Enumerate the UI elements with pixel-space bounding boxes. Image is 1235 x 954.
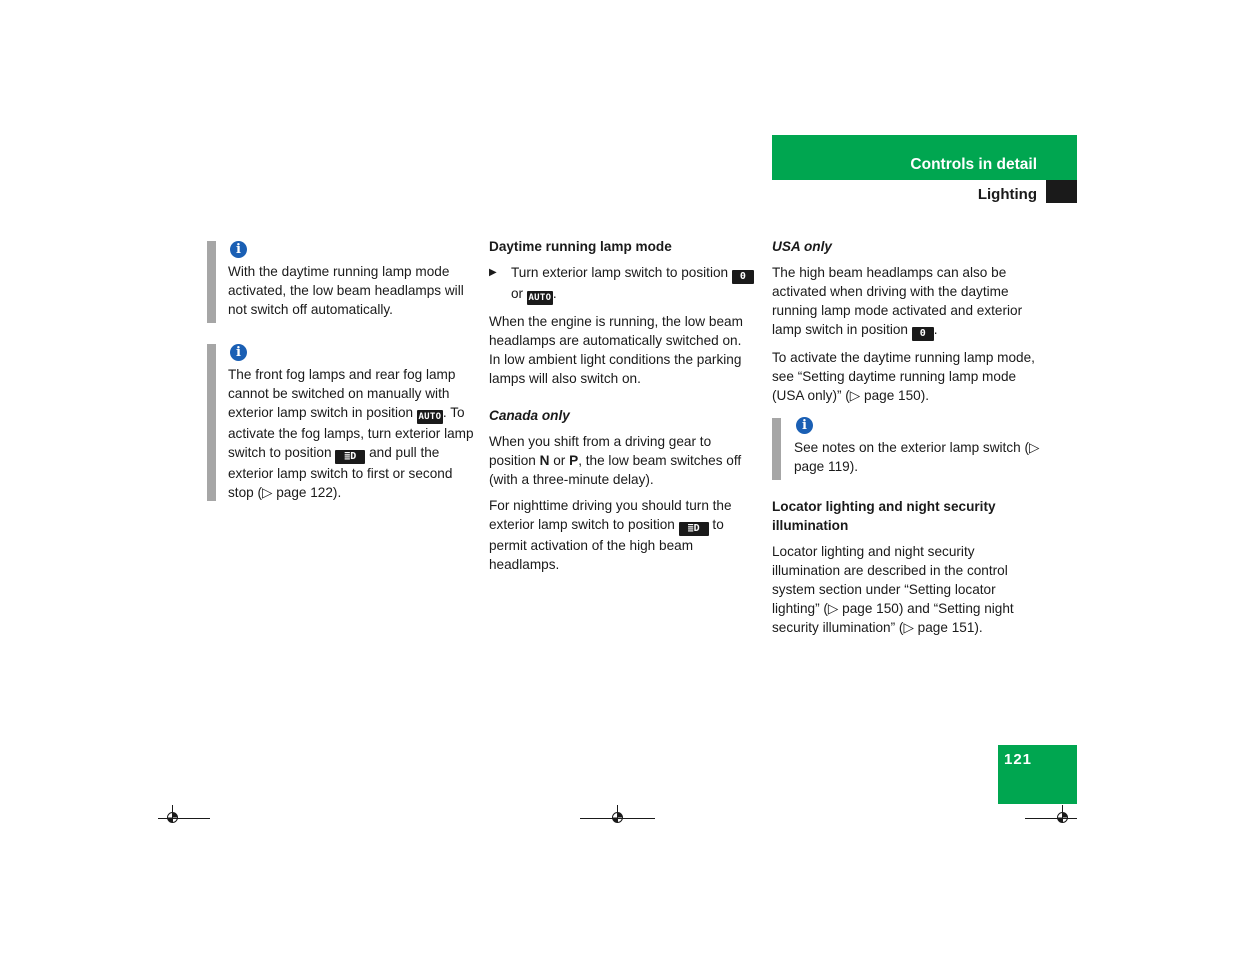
right-column — [772, 237, 1040, 405]
info-box-fog-lamps — [228, 365, 474, 502]
info-box-bar — [207, 344, 216, 501]
low-beam-position-key: ≣D — [679, 522, 709, 536]
info-text — [228, 365, 474, 502]
canada-heading: Canada only — [489, 408, 570, 423]
info-text-part: and pull the exterior lamp switch to first or second stop (▷ page 122). — [228, 445, 453, 500]
auto-position-key: AUTO — [528, 293, 552, 303]
info-text-part: The front fog lamps and rear fog lamp cannot be switched on manually with exterior lamp switch in position — [228, 367, 456, 420]
zero-position-key: 0 — [912, 327, 934, 341]
step-text: or — [511, 286, 524, 301]
usa-heading: USA only — [772, 239, 832, 254]
bullet-arrow-icon: ▶ — [489, 267, 497, 278]
info-icon: i — [230, 344, 247, 361]
info-box-lamp-switch — [794, 438, 1044, 476]
para-text: . — [933, 322, 938, 337]
info-icon: i — [230, 241, 247, 258]
low-beam-position-key: ≣D — [335, 450, 365, 464]
gear-n: N — [539, 453, 550, 468]
locator-heading: Locator lighting and night security illumination — [772, 499, 996, 533]
info-box-daytime — [228, 262, 474, 319]
usa-paragraph-2: To activate the daytime running lamp mode, see “Setting daytime running lamp mode (USA only)” (▷ page 150). — [772, 350, 1035, 403]
nighttime-paragraph — [489, 496, 754, 574]
para-text: For nighttime driving you should turn the exterior lamp switch to position — [489, 498, 732, 532]
instruction-step — [489, 263, 754, 305]
page-number: 121 — [1004, 751, 1033, 768]
subsection-marker — [1046, 180, 1077, 203]
engine-running-paragraph: When the engine is running, the low beam headlamps are automatically switched on. In low ambient light conditions the parking lamps will also switch on. — [489, 314, 743, 386]
step-text: . — [552, 286, 557, 301]
para-text: The high beam headlamps can also be activated when driving with the daytime running lamp mode activated and exterior lamp switch in position — [772, 265, 1023, 337]
locator-section — [772, 497, 1040, 637]
step-text: Turn exterior lamp switch to position — [511, 265, 729, 280]
usa-paragraph — [772, 263, 1040, 341]
canada-paragraph — [489, 432, 754, 489]
para-text: or — [553, 453, 566, 468]
middle-column — [489, 237, 754, 574]
info-box-bar — [207, 241, 216, 323]
info-text: With the daytime running lamp mode activated, the low beam headlamps will not switch off automatically. — [228, 264, 464, 317]
auto-position-key: AUTO — [418, 412, 442, 422]
daytime-running-heading: Daytime running lamp mode — [489, 239, 672, 254]
para-text: , the low beam switches off (with a three-minute delay). — [489, 453, 742, 487]
info-text: See notes on the exterior lamp switch (▷ page 119). — [794, 440, 1040, 474]
info-text-part: . To activate the fog lamps, turn exterior lamp switch to position — [228, 405, 474, 460]
subsection-title: Lighting — [977, 186, 1037, 203]
info-icon: i — [796, 417, 813, 434]
zero-position-key: 0 — [732, 270, 754, 284]
info-box-bar — [772, 418, 781, 480]
locator-paragraph: Locator lighting and night security illumination are described in the control system section under “Setting locator lighting” (▷ page 150) and “Setting night security illumination” (▷ page 151). — [772, 544, 1014, 635]
para-text: When you shift from a driving gear to position — [489, 434, 712, 468]
para-text: to permit activation of the high beam headlamps. — [489, 517, 724, 572]
section-title: Controls in detail — [910, 156, 1037, 173]
gear-p: P — [569, 453, 579, 468]
